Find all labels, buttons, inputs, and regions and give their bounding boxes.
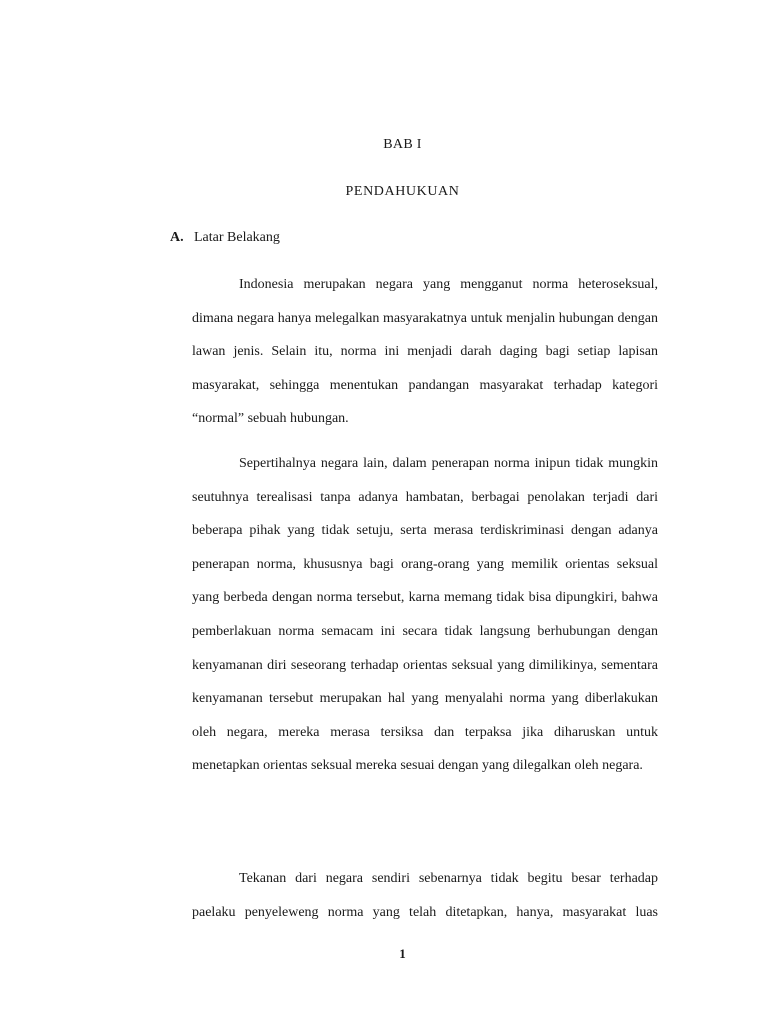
- paragraph: [192, 447, 658, 783]
- paragraph-text: Sepertihalnya negara lain, dalam penerapan norma inipun tidak mungkin seutuhnya terealisasi tanpa adanya hambatan, berbagai penolakan terjadi dari beberapa pihak yang tidak setuju, serta merasa terdiskriminasi dengan adanya penerapan norma, khususnya bagi orang-orang yang memilik orientas seksual yang berbeda dengan norma tersebut, karna memang tidak bisa dipungkiri, bahwa pemberlakuan norma semacam ini secara tidak langsung berhubungan dengan kenyamanan diri seseorang terhadap orientas seksual yang dimilikinya, sementara kenyamanan tersebut merupakan hal yang menyalahi norma yang diberlakukan oleh negara, mereka merasa tersiksa dan terpaksa jika diharuskan untuk menetapkan orientas seksual mereka sesuai dengan yang dilegalkan oleh negara.: [192, 456, 658, 774]
- page-number: 1: [399, 946, 406, 961]
- chapter-number: BAB I: [383, 137, 422, 152]
- section-heading: [170, 230, 280, 246]
- paragraph: [192, 268, 658, 436]
- paragraph-text: Indonesia merupakan negara yang mengganut norma heteroseksual, dimana negara hanya melegalkan masyarakatnya untuk menjalin hubungan dengan lawan jenis. Selain itu, norma ini menjadi darah daging bagi setiap lapisan masyarakat, sehingga menentukan pandangan masyarakat terhadap kategori “normal” sebuah hubungan.: [192, 277, 658, 427]
- section-title: Latar Belakang: [194, 230, 280, 245]
- paragraph-text: Tekanan dari negara sendiri sebenarnya tidak begitu besar terhadap paelaku penyeleweng norma yang telah ditetapkan, hanya, masyarakat luas: [192, 871, 658, 920]
- paragraph: [192, 862, 658, 929]
- chapter-title: PENDAHUKUAN: [345, 184, 460, 199]
- section-letter: A.: [170, 230, 184, 245]
